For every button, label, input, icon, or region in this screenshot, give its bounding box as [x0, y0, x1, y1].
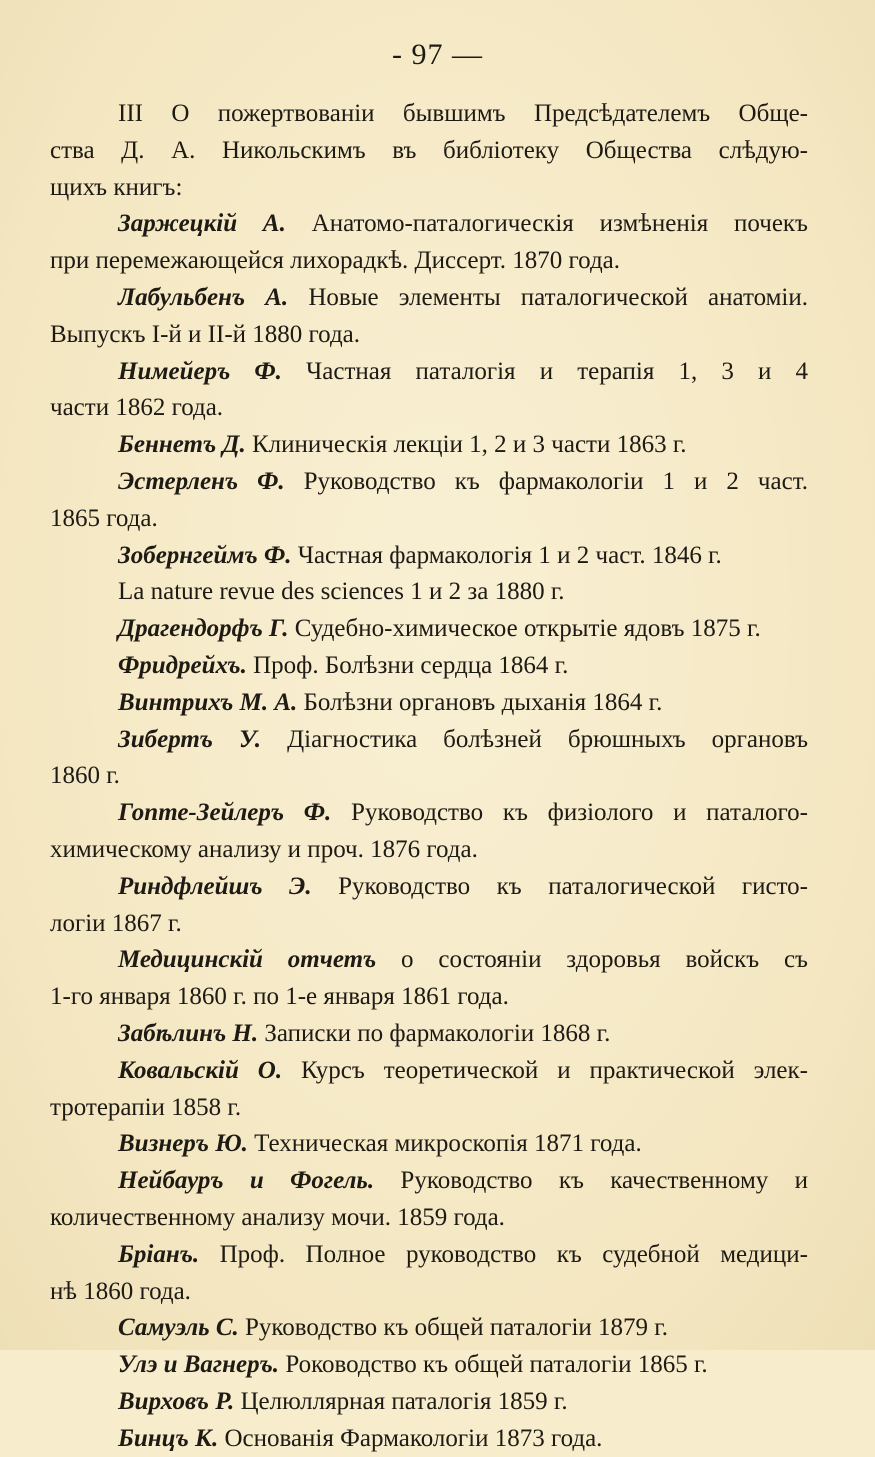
- book-description: части 1862 года.: [50, 394, 224, 422]
- book-description: 1-го января 1860 г. по 1-е января 1861 года.: [50, 983, 509, 1011]
- book-author: Вирховъ Р.: [118, 1387, 235, 1415]
- book-description: Проф. Полное руководство къ судебной медици-: [199, 1240, 808, 1268]
- book-entry-line: [50, 1126, 808, 1163]
- book-entry-line: [50, 685, 808, 722]
- book-description: количественному анализу мочи. 1859 года.: [50, 1203, 505, 1231]
- book-entry-line: [50, 464, 808, 501]
- book-author: Бинцъ К.: [118, 1424, 219, 1452]
- book-entry-line: [50, 758, 808, 795]
- book-entry-line: [50, 942, 808, 979]
- book-entry-line: [50, 390, 808, 427]
- book-author: Эстерленъ Ф.: [118, 467, 285, 495]
- book-entry-line: [50, 1053, 808, 1090]
- book-description: Руководство къ физіолого и паталого-: [331, 799, 808, 827]
- book-author: Зобернгеймъ Ф.: [118, 541, 292, 569]
- book-description: Клиническія лекціи 1, 2 и 3 части 1863 г.: [245, 431, 687, 459]
- book-author: Самуэль С.: [118, 1314, 239, 1342]
- book-description: Руководство къ паталогической гисто-: [311, 872, 808, 900]
- book-description: при перемежающейся лихорадкѣ. Диссерт. 1870 года.: [50, 247, 621, 275]
- book-entry-line: [50, 243, 808, 280]
- book-entry-line: [50, 1347, 808, 1384]
- book-entry-line: [50, 1274, 808, 1311]
- book-list: [50, 206, 808, 1457]
- book-author: Драгендорфъ Г.: [118, 615, 289, 643]
- book-author: Медицинскій отчетъ: [118, 946, 377, 974]
- book-author: Улэ и Вагнеръ.: [118, 1351, 280, 1379]
- book-description: тротерапіи 1858 г.: [50, 1093, 242, 1121]
- book-description: Целюллярная паталогія 1859 г.: [234, 1387, 568, 1415]
- book-entry-line: [50, 1090, 808, 1127]
- book-entry-line: [50, 1200, 808, 1237]
- book-entry-line: [50, 427, 808, 464]
- book-entry-line: [50, 795, 808, 832]
- book-description: Техническая микроскопія 1871 года.: [247, 1130, 642, 1158]
- book-description: Частная фармакологія 1 и 2 част. 1846 г.: [291, 541, 722, 569]
- book-entry-line: [50, 1384, 808, 1421]
- book-entry-line: [50, 1310, 808, 1347]
- book-entry-line: [50, 206, 808, 243]
- book-description: La nature revue des sciences 1 и 2 за 1880 г.: [118, 578, 565, 606]
- intro-line: ства Д. А. Никольскимъ въ библіотеку Общества слѣдую-: [50, 136, 808, 164]
- book-author: Беннетъ Д.: [118, 431, 246, 459]
- book-description: 1860 г.: [50, 762, 120, 790]
- book-description: логіи 1867 г.: [50, 909, 182, 937]
- book-description: химическому анализу и проч. 1876 года.: [50, 835, 478, 863]
- book-author: Риндфлейшъ Э.: [118, 872, 312, 900]
- book-entry-line: [50, 1163, 808, 1200]
- book-description: Частная паталогія и терапія 1, 3 и 4: [281, 357, 808, 385]
- book-entry-line: [50, 979, 808, 1016]
- book-description: Роководство къ общей паталогіи 1865 г.: [279, 1351, 708, 1379]
- book-entry-line: [50, 832, 808, 869]
- book-description: Записки по фармакологіи 1868 г.: [258, 1019, 611, 1047]
- page-body: [50, 96, 808, 1457]
- book-description: Руководство къ общей паталогіи 1879 г.: [238, 1314, 668, 1342]
- book-entry-line: [50, 906, 808, 943]
- book-description: Болѣзни органовъ дыханія 1864 г.: [297, 688, 663, 716]
- book-entry-line: [50, 317, 808, 354]
- book-entry-line: [50, 648, 808, 685]
- book-author: Нимейеръ Ф.: [118, 357, 282, 385]
- book-entry-line: [50, 574, 808, 611]
- book-entry-line: [50, 722, 808, 759]
- book-author: Ковальскій О.: [118, 1056, 283, 1084]
- book-author: Визнеръ Ю.: [118, 1130, 248, 1158]
- page-number: - 97 —: [392, 38, 483, 71]
- book-description: 1865 года.: [50, 504, 158, 532]
- book-description: Выпускъ I-й и II-й 1880 года.: [50, 320, 361, 348]
- book-description: Новые элементы паталогической анатоміи.: [288, 283, 808, 311]
- book-entry-line: [50, 280, 808, 317]
- book-author: Лабульбенъ А.: [118, 283, 289, 311]
- book-author: Зибертъ У.: [118, 725, 262, 753]
- book-author: Фридрейхъ.: [118, 651, 247, 679]
- intro-line: III О пожертвованіи бывшимъ Предсѣдателемъ Обще-: [118, 100, 808, 127]
- book-description: Основанія Фармакологіи 1873 года.: [218, 1424, 603, 1452]
- book-author: Гопте-Зейлеръ Ф.: [118, 799, 332, 827]
- book-author: Бріанъ.: [118, 1240, 200, 1268]
- book-entry-line: [50, 538, 808, 575]
- book-entry-line: [50, 1237, 808, 1274]
- book-description: Курсъ теоретической и практической элек-: [282, 1056, 808, 1084]
- book-entry-line: [50, 501, 808, 538]
- book-description: Діагностика болѣзней брюшныхъ органовъ: [261, 725, 808, 753]
- book-entry-line: [50, 611, 808, 648]
- intro-line: щихъ книгъ:: [50, 173, 183, 201]
- book-description: Судебно-химическое открытіе ядовъ 1875 г.: [288, 615, 761, 643]
- book-description: Руководство къ фармакологіи 1 и 2 част.: [284, 467, 808, 495]
- book-entry-line: [50, 354, 808, 391]
- book-description: нѣ 1860 года.: [50, 1277, 191, 1305]
- book-description: Руководство къ качественному и: [374, 1167, 808, 1195]
- book-description: Проф. Болѣзни сердца 1864 г.: [246, 651, 569, 679]
- book-entry-line: [50, 869, 808, 906]
- book-author: Винтрихъ М. А.: [118, 688, 298, 716]
- book-description: Анатомо-паталогическія измѣненія почекъ: [285, 210, 808, 238]
- book-entry-line: [50, 1016, 808, 1053]
- book-author: Нейбауръ и Фогель.: [118, 1167, 375, 1195]
- book-author: Заржецкій А.: [118, 210, 286, 238]
- book-author: Забѣлинъ Н.: [118, 1019, 259, 1047]
- book-description: о состояніи здоровья войскъ съ: [376, 946, 808, 974]
- book-entry-line: [50, 1421, 808, 1457]
